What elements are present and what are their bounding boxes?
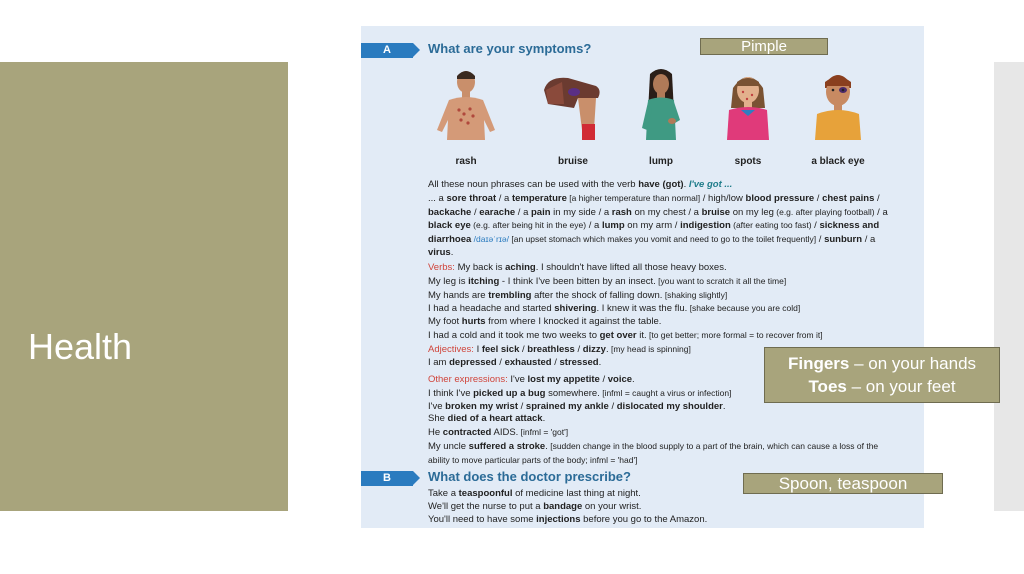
figure-black-eye: [793, 68, 883, 178]
section-b-tag: B: [361, 471, 413, 486]
figure-bruise: [528, 68, 618, 178]
rash-person-icon: [431, 68, 501, 150]
verbs-block: Verbs: My back is aching. I shouldn't have lifted all those heavy boxes. My leg is itching - I think I've been bitten by an insect. [you want to scratch it all the time] My hands are trembling after the shock of falling down. [shaking slightly] I had a headache and started shivering. I knew it was the flu. [shake because you are cold] My foot hurts from where I knocked it against the table. I had a cold and it took me two weeks to get over it. [to get better; more formal = to recover from it]: [428, 262, 823, 341]
section-a-title: What are your symptoms?: [428, 41, 592, 56]
pimple-note: Pimple: [700, 38, 828, 55]
figure-caption: rash: [455, 156, 477, 167]
left-title-band: [0, 62, 288, 511]
section-a-header: [361, 39, 924, 61]
section-b-body: Take a teaspoonful of medicine last thing at night. We'll get the nurse to put a bandage on your wrist. You'll need to have some injections before you go to the Amazon.: [428, 488, 708, 525]
lump-person-icon: [626, 68, 696, 150]
spots-person-icon: [713, 68, 783, 150]
bruise-arm-icon: [538, 68, 608, 150]
section-b-title: What does the doctor prescribe?: [428, 469, 631, 484]
figure-caption: bruise: [557, 156, 588, 167]
adjectives-block: Adjectives: I feel sick / breathless / dizzy. [my head is spinning] I am depressed / exhausted / stressed.: [428, 344, 691, 368]
figure-caption: a black eye: [811, 156, 865, 167]
spoon-note: Spoon, teaspoon: [743, 473, 943, 494]
figure-lump: [616, 68, 706, 178]
figure-caption: lump: [649, 156, 673, 167]
figure-caption: spots: [734, 156, 762, 167]
intro-paragraph: All these noun phrases can be used with the verb have (got). I've got ... ... a sore throat / a temperature [a higher temperature than normal] / high/low blood pressure / chest pains / backache / earache / a pain in my side / a rash on my chest / a bruise on my leg (e.g. after playing football) / a black eye (e.g. after being hit in the eye) / a lump on my arm / indigestion (after eating too fast) / sickness and diarrhoea /daɪəˈrɪə/ [an upset stomach which makes you vomit and need to go to the toilet frequently] / sunburn / a virus.: [428, 179, 888, 258]
slide-title: Health: [28, 326, 133, 367]
textbook-page: [361, 26, 924, 528]
figure-rash: [421, 68, 511, 178]
other-expressions-block: Other expressions: I've lost my appetite / voice. I think I've picked up a bug somewhere. [infml = caught a virus or infection] I've broken my wrist / sprained my ankle / dislocated my shoulder. She died of a heart attack. He contracted AIDS. [infml = 'got'] My uncle suffered a stroke. [sudden change in the blood supply to a part of the brain, which can cause a loss of the ability to move particular parts of the body; infml = 'had']: [428, 374, 879, 465]
right-edge-band: [994, 62, 1024, 511]
black-eye-person-icon: [803, 68, 873, 150]
section-a-tag: A: [361, 43, 413, 58]
figure-spots: [703, 68, 793, 178]
symptom-figures: [421, 68, 891, 178]
fingers-toes-note: Fingers – on your hands Toes – on your feet: [764, 347, 1000, 403]
